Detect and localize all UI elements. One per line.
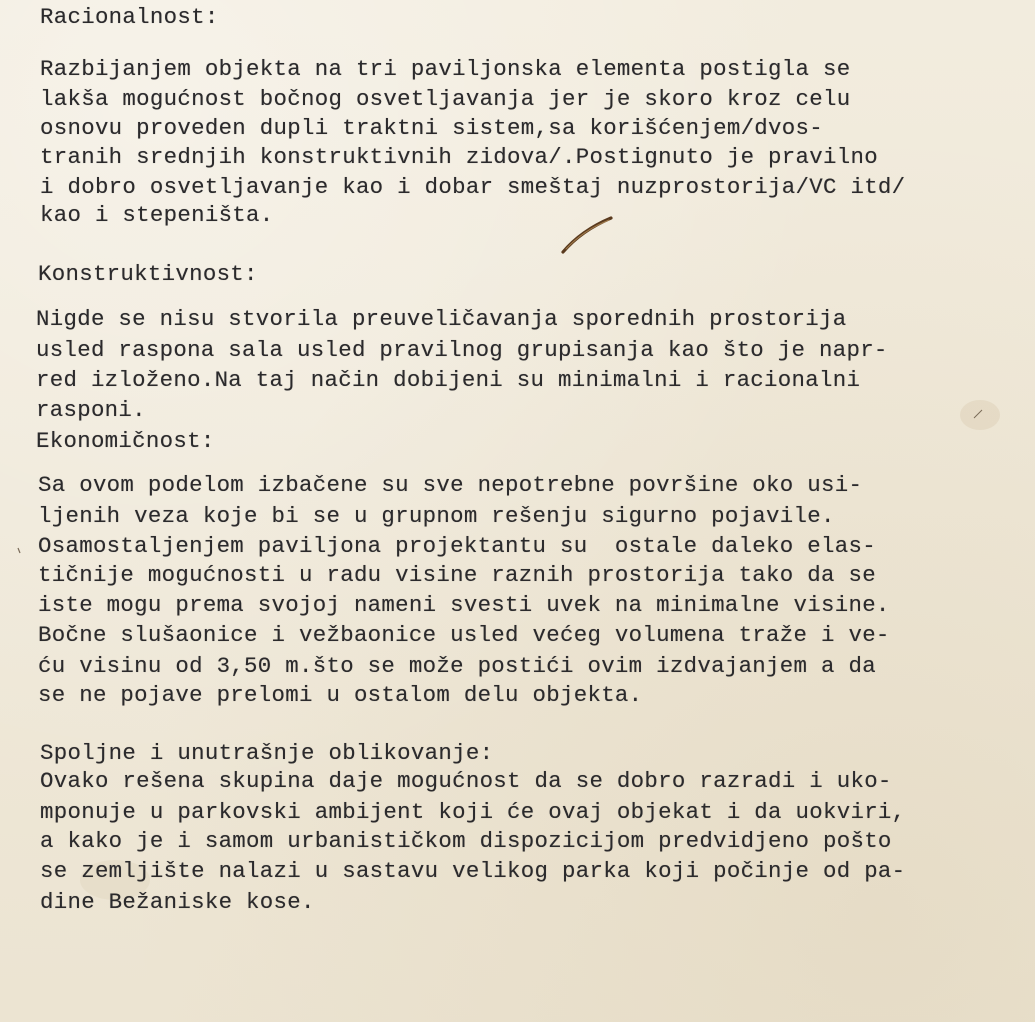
paragraph-line: Ovako rešena skupina daje mogućnost da se dobro razradi i uko- (40, 768, 892, 794)
paragraph-line: Razbijanjem objekta na tri paviljonska elementa postigla se (40, 56, 851, 82)
paragraph-line: mponuje u parkovski ambijent koji će ovaj objekat i da uokviri, (40, 799, 906, 825)
paragraph-line: iste mogu prema svojoj nameni svesti uvek na minimalne visine. (38, 592, 890, 618)
paragraph-line: Bočne slušaonice i vežbaonice usled većeg volumena traže i ve- (38, 622, 890, 648)
paragraph-line: dine Bežaniske kose. (40, 889, 315, 915)
paragraph-line: ću visinu od 3,50 m.što se može postići ovim izdvajanjem a da (38, 653, 876, 679)
section-heading-konstruktivnost: Konstruktivnost: (38, 261, 258, 287)
paragraph-line: se ne pojave prelomi u ostalom delu objekta. (38, 682, 643, 708)
paragraph-line: a kako je i samom urbanističkom dispozicijom predvidjeno pošto (40, 828, 892, 854)
paragraph-line: tranih srednjih konstruktivnih zidova/.Postignuto je pravilno (40, 144, 878, 170)
paragraph-line: usled raspona sala usled pravilnog grupisanja kao što je napr- (36, 337, 888, 363)
paragraph-line: rasponi. (36, 397, 146, 423)
paragraph-line: osnovu proveden dupli traktni sistem,sa korišćenjem/dvos- (40, 115, 823, 141)
paragraph-line: ljenih veza koje bi se u grupnom rešenju sigurno pojavile. (38, 503, 835, 529)
section-heading-racionalnost: Racionalnost: (40, 4, 219, 30)
paragraph-line: tičnije mogućnosti u radu visine raznih prostorija tako da se (38, 562, 876, 588)
paragraph-line: i dobro osvetljavanje kao i dobar smeštaj nuzprostorija/VC itd/ (40, 174, 906, 200)
paragraph-line: Nigde se nisu stvorila preuveličavanja sporednih prostorija (36, 306, 847, 332)
paragraph-line: Sa ovom podelom izbačene su sve nepotrebne površine oko usi- (38, 472, 863, 498)
paragraph-line: Osamostaljenjem paviljona projektantu su ostale daleko elas- (38, 533, 876, 559)
section-heading-ekonomicnost: Ekonomičnost: (36, 428, 215, 454)
paragraph-line: red izloženo.Na taj način dobijeni su minimalni i racionalni (36, 367, 861, 393)
paragraph-line: kao i stepeništa. (40, 202, 274, 228)
section-heading-oblikovanje: Spoljne i unutrašnje oblikovanje: (40, 740, 494, 766)
paragraph-line: se zemljište nalazi u sastavu velikog parka koji počinje od pa- (40, 858, 906, 884)
paragraph-line: lakša mogućnost bočnog osvetljavanja jer je skoro kroz celu (40, 86, 851, 112)
